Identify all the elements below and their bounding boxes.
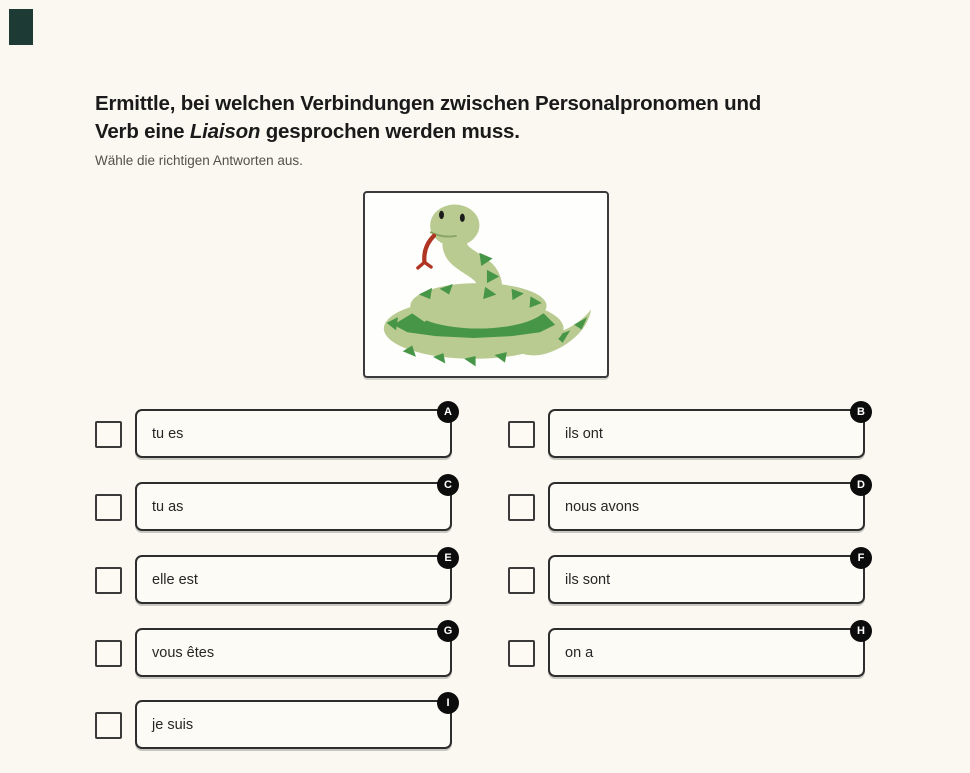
question-image-card	[363, 191, 609, 378]
answer-letter-badge: A	[437, 401, 459, 423]
answer-checkbox[interactable]	[508, 421, 535, 448]
answer-option[interactable]	[548, 625, 865, 677]
answer-label: tu es	[152, 425, 184, 442]
answer-letter-badge: B	[850, 401, 872, 423]
answer-label: ils ont	[565, 425, 603, 442]
answer-label: vous êtes	[152, 644, 215, 661]
answer-checkbox[interactable]	[95, 494, 122, 521]
answer-option[interactable]	[135, 697, 452, 749]
answer-option[interactable]	[135, 406, 452, 458]
answer-option[interactable]	[548, 479, 865, 531]
answer-label: je suis	[152, 716, 194, 733]
question-title-line1: Ermittle, bei welchen Verbindungen zwischen Personalpronomen und	[95, 92, 762, 115]
answer-option[interactable]	[548, 552, 865, 604]
answer-option[interactable]	[135, 479, 452, 531]
answer-label: nous avons	[565, 498, 640, 515]
answer-letter-badge: D	[850, 474, 872, 496]
corner-brand-square	[9, 9, 33, 45]
answer-option-row	[95, 479, 455, 531]
question-title-italic-term: Liaison	[189, 120, 261, 143]
answer-option-row	[508, 552, 868, 604]
answer-letter-badge: I	[437, 692, 459, 714]
answer-letter-badge: H	[850, 620, 872, 642]
answer-checkbox[interactable]	[508, 494, 535, 521]
answer-option-row	[508, 406, 868, 458]
question-title-line2: Verb eine Liaison gesprochen werden muss.	[95, 120, 520, 143]
answer-letter-badge: C	[437, 474, 459, 496]
question-title	[95, 90, 915, 146]
answer-option[interactable]	[135, 552, 452, 604]
answer-option-row	[508, 625, 868, 677]
answer-letter-badge: E	[437, 547, 459, 569]
answer-checkbox[interactable]	[508, 567, 535, 594]
answer-label: elle est	[152, 571, 198, 588]
answer-letter-badge: G	[437, 620, 459, 642]
snake-illustration	[368, 196, 604, 373]
answer-option[interactable]	[135, 625, 453, 677]
answer-label: on a	[565, 644, 594, 661]
answer-letter-badge: F	[850, 547, 872, 569]
answer-label: ils sont	[565, 571, 611, 588]
answer-label: tu as	[152, 498, 184, 515]
answer-option-row	[95, 552, 455, 604]
question-instruction: Wähle die richtigen Antworten aus.	[95, 153, 303, 168]
answer-option-row	[95, 625, 455, 677]
answer-checkbox[interactable]	[95, 567, 122, 594]
answer-option-row	[95, 406, 455, 458]
answer-checkbox[interactable]	[95, 640, 122, 667]
answer-checkbox[interactable]	[95, 712, 122, 739]
answer-checkbox[interactable]	[95, 421, 122, 448]
answer-option-row	[95, 697, 455, 749]
answer-option-row	[508, 479, 868, 531]
answer-checkbox[interactable]	[508, 640, 535, 667]
answer-option[interactable]	[548, 406, 865, 458]
